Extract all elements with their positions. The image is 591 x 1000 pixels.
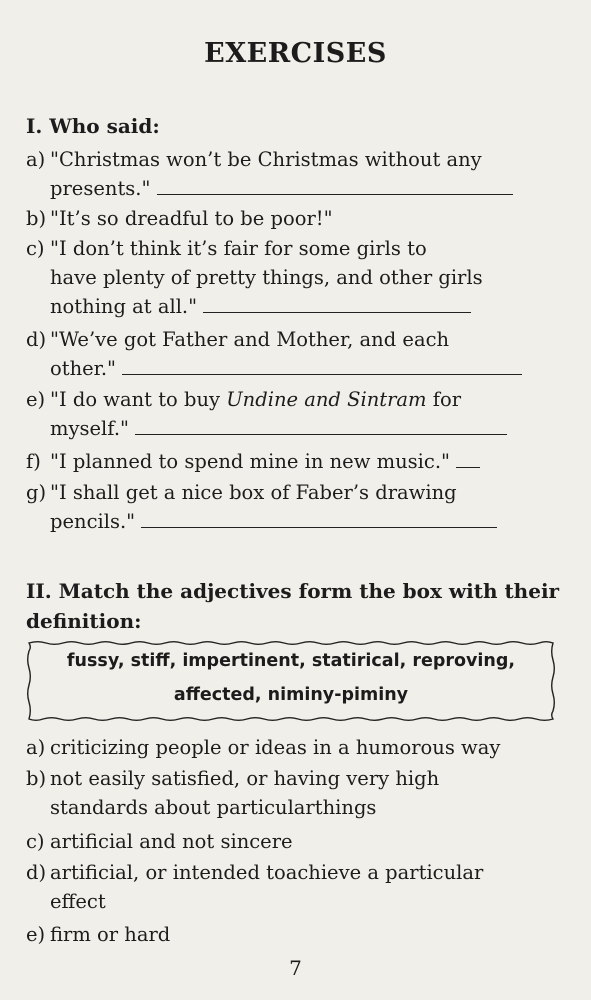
adjectives-line-1: fussy, stiff, impertinent, statirical, reproving, <box>66 651 516 671</box>
answer-blank[interactable] <box>157 174 513 195</box>
quote-item-f: f) "I planned to spend mine in new music." <box>26 447 556 476</box>
quote-item-g: g) "I shall get a nice box of Faber’s drawing pencils." <box>26 478 556 536</box>
quote-item-c: c) "I don’t think it’s fair for some girls to have plenty of pretty things, and other girls nothing at all." <box>26 237 483 318</box>
quote-item-d: d) "We’ve got Father and Mother, and each other." <box>26 325 556 383</box>
definition-item-d: d) artificial, or intended toachieve a particular effect <box>26 861 484 913</box>
section-1-heading: I. Who said: <box>26 114 160 138</box>
quote-item-e: e) "I do want to buy Undine and Sintram for myself." <box>26 385 556 443</box>
answer-blank[interactable] <box>456 447 480 468</box>
answer-blank[interactable] <box>203 292 471 313</box>
answer-blank[interactable] <box>122 354 522 375</box>
page-number: 7 <box>289 956 302 980</box>
answer-blank[interactable] <box>141 507 497 528</box>
definition-item-e: e) firm or hard <box>26 923 171 946</box>
quote-item-b: b) "It’s so dreadful to be poor!" <box>26 207 333 230</box>
answer-blank[interactable] <box>135 414 507 435</box>
definition-item-b: b) not easily satisfied, or having very high standards about particularthings <box>26 767 440 819</box>
adjectives-box <box>26 640 556 722</box>
definition-item-a: a) criticizing people or ideas in a humorous way <box>26 736 501 759</box>
definition-item-c: c) artificial and not sincere <box>26 830 293 853</box>
adjectives-line-2: affected, niminy-piminy <box>173 685 409 705</box>
page-title: EXERCISES <box>204 38 387 69</box>
quote-item-a: a) "Christmas won’t be Christmas without any presents." <box>26 145 556 203</box>
section-2-heading: II. Match the adjectives form the box with their definition: <box>26 579 560 633</box>
